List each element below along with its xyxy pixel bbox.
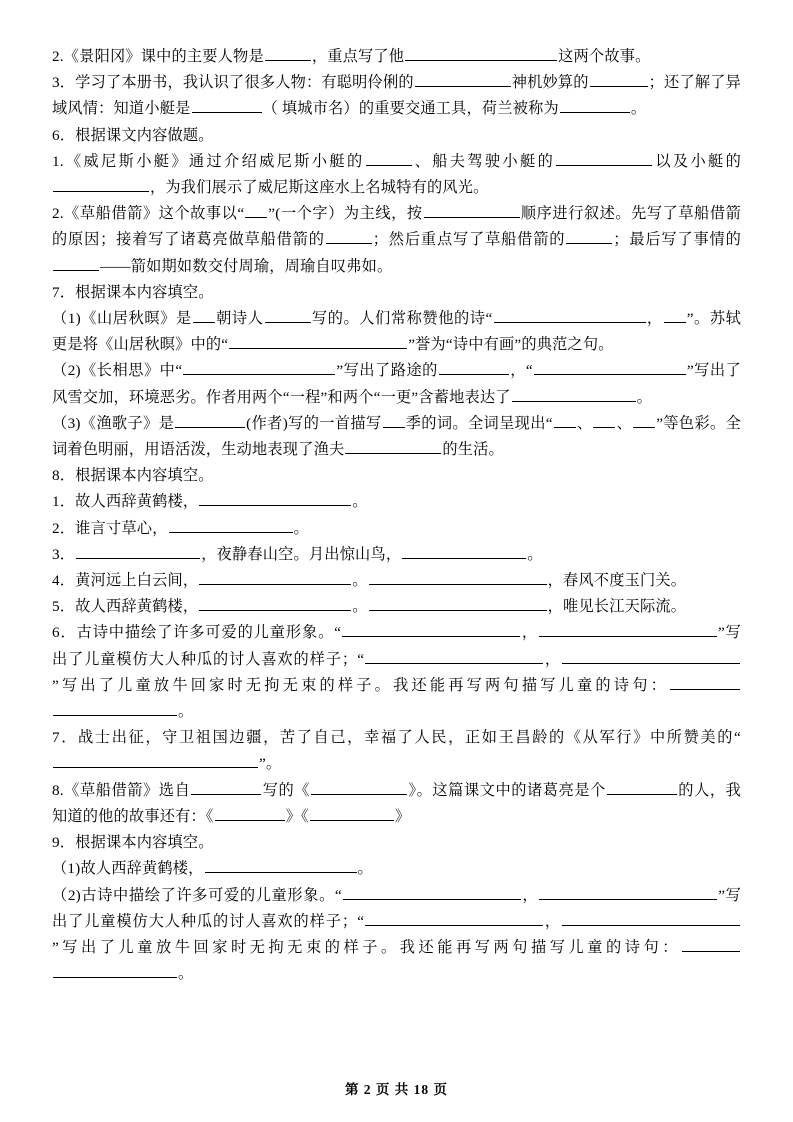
- doc-text: 3．学习了本册书，我认识了很多人物：有聪明伶俐的: [52, 74, 414, 92]
- doc-text: 神机妙算的: [511, 74, 589, 92]
- doc-text: 1.《威尼斯小艇》通过介绍威尼斯小艇的: [52, 152, 365, 170]
- doc-text: 3．: [52, 545, 76, 563]
- fill-in-blank[interactable]: [53, 962, 177, 978]
- fill-in-blank[interactable]: [53, 255, 99, 271]
- doc-text: ，春风不度玉门关。: [547, 572, 687, 590]
- doc-text: 4．黄河远上白云间，: [52, 572, 199, 590]
- fill-in-blank[interactable]: [342, 621, 520, 637]
- fill-in-blank[interactable]: [192, 97, 262, 113]
- doc-text: 。: [357, 860, 373, 878]
- fill-in-blank[interactable]: [205, 857, 357, 873]
- fill-in-blank[interactable]: [405, 45, 557, 61]
- doc-text: ，夜静春山空。月出惊山鸟，: [201, 545, 402, 563]
- fill-in-blank[interactable]: [199, 595, 351, 611]
- fill-in-blank[interactable]: [566, 228, 612, 244]
- doc-text: ——箭如期如数交付周瑜，周瑜自叹弗如。: [100, 257, 393, 275]
- doc-text: ”(一个字）为主线，按: [268, 205, 423, 223]
- doc-text: ”写出了儿童放牛回家时无拘无束的样子。我还能再写两句描写儿童的诗句：: [52, 938, 681, 956]
- doc-text: 7．战士出征，守卫祖国边疆，苦了自己，幸福了人民，正如王昌龄的《从军行》中所赞美的“: [52, 729, 741, 747]
- doc-text: 的生活。: [442, 441, 504, 459]
- doc-text: 顺序进行叙述。先写了草船借箭的原因；接着写了诸葛亮做草船借箭的: [52, 205, 741, 249]
- doc-text: ”写出了儿童模仿大人种瓜的讨人喜欢的样子；“: [52, 886, 741, 930]
- fill-in-blank[interactable]: [191, 779, 261, 795]
- doc-text: 。: [293, 519, 309, 537]
- doc-text: （ 填城市名）的重要交通工具，荷兰被称为: [262, 100, 559, 118]
- doc-line: [52, 568, 741, 594]
- doc-line: [52, 280, 741, 306]
- doc-text: (作者)写的一首描写: [246, 414, 382, 432]
- doc-text: （1)故人西辞黄鹤楼，: [52, 860, 204, 878]
- fill-in-blank[interactable]: [554, 412, 576, 428]
- doc-text: 6．根据课文内容做题。: [52, 126, 214, 144]
- doc-text: 。: [352, 493, 368, 511]
- doc-text: ”。苏轼更是将《山居秋暝》中的“: [52, 310, 742, 354]
- fill-in-blank[interactable]: [369, 569, 547, 585]
- fill-in-blank[interactable]: [633, 412, 655, 428]
- doc-text: 2.《草船借箭》这个故事以“: [52, 205, 245, 223]
- doc-line: [52, 778, 741, 830]
- fill-in-blank[interactable]: [560, 97, 630, 113]
- fill-in-blank[interactable]: [53, 752, 258, 768]
- doc-text: 。: [630, 100, 647, 118]
- fill-in-blank[interactable]: [494, 307, 646, 323]
- doc-line: [52, 620, 741, 725]
- doc-text: ”写出了儿童放牛回家时无拘无束的样子。我还能再写两句描写儿童的诗句：: [52, 676, 669, 694]
- doc-text: ，唯见长江天际流。: [547, 598, 687, 616]
- document-body: [52, 44, 741, 987]
- fill-in-blank[interactable]: [512, 386, 636, 402]
- fill-in-blank[interactable]: [593, 412, 615, 428]
- fill-in-blank[interactable]: [199, 569, 351, 585]
- doc-text: （2)古诗中描绘了许多可爱的儿童形象。“: [52, 886, 342, 904]
- doc-text: 。: [352, 572, 368, 590]
- doc-line: [52, 856, 741, 882]
- doc-text: 9．根据课本内容填空。: [52, 834, 214, 852]
- fill-in-blank[interactable]: [590, 71, 648, 87]
- doc-text: 6．古诗中描绘了许多可爱的儿童形象。“: [52, 624, 342, 642]
- doc-text: 。: [527, 545, 543, 563]
- doc-line: [52, 201, 741, 280]
- doc-text: ，: [646, 310, 663, 328]
- doc-text: 这两个故事。: [558, 48, 651, 65]
- doc-text: ，: [544, 912, 561, 930]
- doc-line: [52, 830, 741, 856]
- doc-text: （1)《山居秋暝》是: [52, 310, 192, 328]
- doc-text: （2)《长相思》中“: [52, 362, 183, 380]
- doc-text: 季的词。全词呈现出“: [405, 414, 553, 432]
- fill-in-blank[interactable]: [664, 307, 686, 323]
- doc-text: ，: [521, 886, 539, 904]
- doc-text: ，重点写了他: [311, 48, 405, 65]
- fill-in-blank[interactable]: [169, 517, 293, 533]
- doc-text: 》《: [285, 807, 309, 825]
- doc-text: 写的。人们常称赞他的诗“: [311, 310, 493, 328]
- doc-text: 朝诗人: [215, 310, 264, 328]
- doc-text: 。: [352, 598, 368, 616]
- doc-text: 写的《: [262, 781, 311, 799]
- doc-text: 、船夫驾驶小艇的: [412, 152, 556, 170]
- doc-text: （3)《渔歌子》是: [52, 414, 175, 432]
- doc-text: 。: [178, 965, 194, 983]
- fill-in-blank[interactable]: [365, 910, 543, 926]
- doc-text: ，: [521, 624, 538, 642]
- doc-line: [52, 306, 741, 358]
- fill-in-blank[interactable]: [215, 805, 285, 821]
- doc-text: ”等色彩。全词着色明丽，用语活泼，生动地表现了渔夫: [52, 414, 741, 459]
- page-footer: 第 2 页 共 18 页: [344, 1082, 449, 1097]
- fill-in-blank[interactable]: [607, 779, 677, 795]
- fill-in-blank[interactable]: [562, 648, 740, 664]
- doc-line: [52, 411, 741, 463]
- doc-line: [52, 44, 741, 70]
- fill-in-blank[interactable]: [245, 202, 267, 218]
- fill-in-blank[interactable]: [539, 884, 717, 900]
- doc-text: ”写出了儿童模仿大人种瓜的讨人喜欢的样子；“: [52, 624, 741, 668]
- doc-line: [52, 463, 741, 489]
- fill-in-blank[interactable]: [439, 359, 509, 375]
- doc-text: 、: [576, 414, 593, 432]
- fill-in-blank[interactable]: [556, 150, 652, 166]
- doc-text: 》。这篇课文中的诸葛亮是个: [408, 781, 606, 799]
- fill-in-blank[interactable]: [311, 779, 407, 795]
- doc-text: ”写出了路途的: [336, 362, 438, 380]
- fill-in-blank[interactable]: [365, 648, 543, 664]
- doc-text: 。: [178, 703, 194, 721]
- fill-in-blank[interactable]: [402, 543, 526, 559]
- doc-line: [52, 516, 741, 542]
- doc-line: [52, 489, 741, 515]
- fill-in-blank[interactable]: [53, 700, 177, 716]
- doc-text: 2.《景阳冈》课中的主要人物是: [52, 48, 264, 65]
- doc-text: 的人，我知道的他的故事还有：《: [52, 781, 741, 825]
- doc-text: ”誉为“诗中有画”的典范之句。: [408, 336, 614, 354]
- doc-text: 1．故人西辞黄鹤楼，: [52, 493, 199, 511]
- fill-in-blank[interactable]: [175, 412, 245, 428]
- fill-in-blank[interactable]: [193, 307, 215, 323]
- fill-in-blank[interactable]: [265, 45, 311, 61]
- doc-text: 8．根据课本内容填空。: [52, 467, 214, 485]
- doc-text: 》: [394, 807, 411, 825]
- fill-in-blank[interactable]: [682, 936, 740, 952]
- fill-in-blank[interactable]: [53, 176, 149, 192]
- doc-text: ”。: [259, 755, 282, 773]
- doc-text: 、: [616, 414, 633, 432]
- fill-in-blank[interactable]: [424, 202, 520, 218]
- fill-in-blank[interactable]: [366, 150, 412, 166]
- doc-line: [52, 123, 741, 149]
- fill-in-blank[interactable]: [326, 228, 372, 244]
- doc-text: ，: [544, 650, 561, 668]
- doc-text: 。: [636, 388, 653, 406]
- doc-text: 8.《草船借箭》选自: [52, 781, 191, 799]
- fill-in-blank[interactable]: [199, 490, 351, 506]
- fill-in-blank[interactable]: [310, 805, 394, 821]
- doc-text: ；然后重点写了草船借箭的: [372, 231, 566, 249]
- fill-in-blank[interactable]: [369, 595, 547, 611]
- fill-in-blank[interactable]: [229, 333, 407, 349]
- fill-in-blank[interactable]: [670, 674, 740, 690]
- doc-text: 以及小艇的: [653, 152, 741, 170]
- doc-line: [52, 725, 741, 777]
- fill-in-blank[interactable]: [76, 543, 200, 559]
- doc-text: ，“: [509, 362, 533, 380]
- doc-line: [52, 594, 741, 620]
- fill-in-blank[interactable]: [539, 621, 717, 637]
- doc-line: [52, 883, 741, 988]
- doc-line: [52, 149, 741, 201]
- doc-text: 7．根据课本内容填空。: [52, 283, 214, 301]
- fill-in-blank[interactable]: [183, 359, 335, 375]
- fill-in-blank[interactable]: [383, 412, 405, 428]
- doc-text: ”写出了风雪交加，环境恶劣。作者用两个“一程”和两个“一更”含蓄地表达了: [52, 362, 741, 406]
- doc-line: [52, 70, 741, 122]
- fill-in-blank[interactable]: [562, 910, 740, 926]
- doc-line: [52, 542, 741, 568]
- doc-text: ；还了解了异域风情：知道小艇是: [52, 74, 741, 118]
- fill-in-blank[interactable]: [534, 359, 686, 375]
- fill-in-blank[interactable]: [343, 884, 521, 900]
- doc-text: ，为我们展示了威尼斯这座水上名城特有的风光。: [150, 179, 489, 197]
- fill-in-blank[interactable]: [415, 71, 511, 87]
- doc-line: [52, 358, 741, 410]
- doc-text: 2．谁言寸草心，: [52, 519, 168, 537]
- doc-text: ；最后写了事情的: [613, 231, 741, 249]
- doc-text: 5．故人西辞黄鹤楼，: [52, 598, 199, 616]
- fill-in-blank[interactable]: [345, 438, 441, 454]
- fill-in-blank[interactable]: [265, 307, 311, 323]
